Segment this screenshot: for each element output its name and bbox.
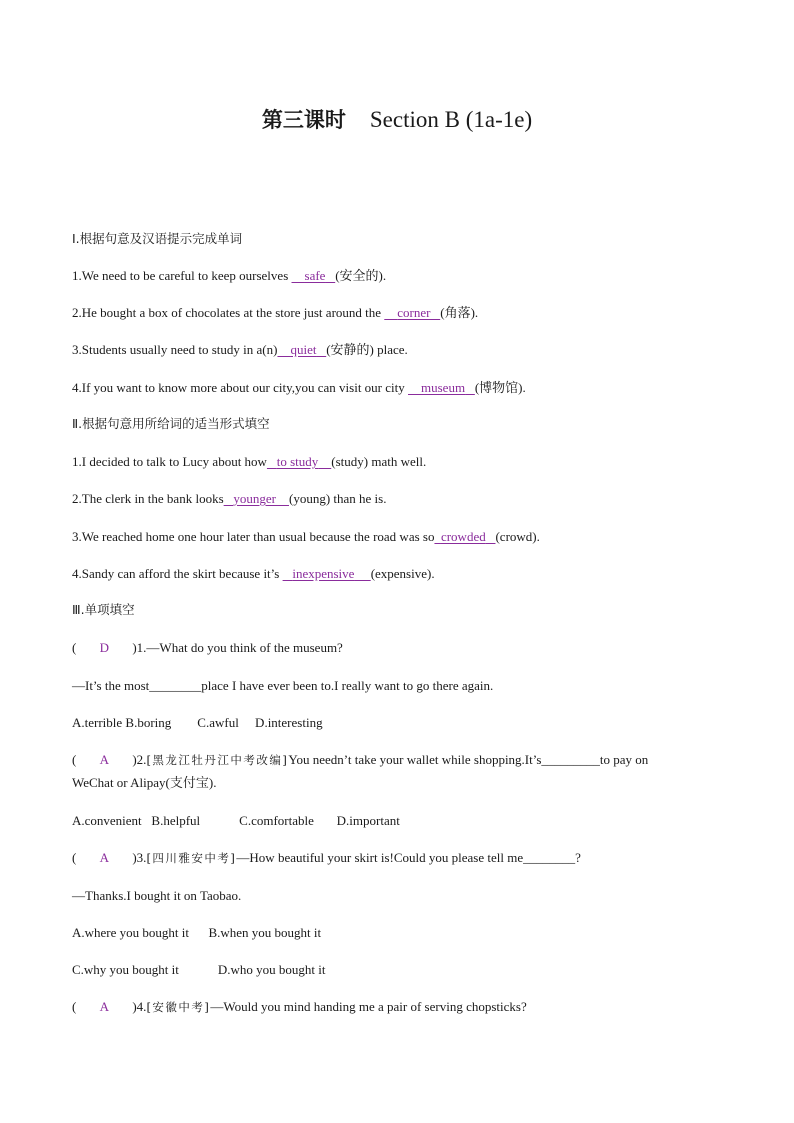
part2-item-2: 2.The clerk in the bank looks younger (young) than he is. — [72, 491, 387, 506]
answer-blank: inexpensive — [292, 566, 355, 581]
q3-line2: —Thanks.I bought it on Taobao. — [72, 888, 242, 903]
q2-stem: ( A )2.[黑龙江牡丹江中考改编]You needn’t take your wallet while shopping.It’s_________to pay on — [72, 752, 649, 767]
q1-line2: —It’s the most________place I have ever been to.I really want to go there again. — [72, 678, 494, 693]
part1-heading: Ⅰ.根据句意及汉语提示完成单词 — [72, 231, 243, 246]
part2-item-3: 3.We reached home one hour later than usual because the road was so crowded (crowd). — [72, 529, 540, 544]
title-en: Section B (1a-1e) — [369, 107, 533, 132]
title-cn: 第三课时 — [261, 108, 346, 132]
q3-answer: A — [99, 850, 110, 865]
page-title — [0, 104, 794, 134]
part2-item-1: 1.I decided to talk to Lucy about how to study (study) math well. — [72, 454, 427, 469]
answer-blank: crowded — [440, 529, 486, 544]
answer-blank: museum — [421, 380, 466, 395]
q4-stem: ( A )4.[安徽中考]—Would you mind handing me a pair of serving chopsticks? — [72, 999, 527, 1014]
q2-answer: A — [99, 752, 110, 767]
part2-item-4: 4.Sandy can afford the skirt because it’s inexpensive (expensive). — [72, 566, 435, 581]
part1-item-1: 1.We need to be careful to keep ourselves safe (安全的). — [72, 268, 387, 283]
part1-item-4: 4.If you want to know more about our city,you can visit our city museum (博物馆). — [72, 380, 526, 395]
q2-options: A.convenient B.helpful C.comfortable D.important — [72, 813, 400, 828]
q3-options-1: A.where you bought it B.when you bought it — [72, 925, 322, 940]
q2-source-tag: [黑龙江牡丹江中考改编] — [146, 753, 289, 767]
q4-answer: A — [99, 999, 110, 1014]
q3-options-2: C.why you bought it D.who you bought it — [72, 962, 326, 977]
answer-blank: corner — [397, 305, 431, 320]
q1-stem: ( D )1.—What do you think of the museum? — [72, 640, 343, 655]
q1-answer: D — [99, 640, 110, 655]
answer-blank: younger — [233, 491, 276, 506]
answer-blank: to study — [276, 454, 319, 469]
q3-stem: ( A )3.[四川雅安中考]—How beautiful your skirt is!Could you please tell me________? — [72, 850, 581, 865]
part1-item-2: 2.He bought a box of chocolates at the store just around the corner (角落). — [72, 305, 479, 320]
part2-heading: Ⅱ.根据句意用所给词的适当形式填空 — [72, 416, 270, 431]
q1-options: A.terrible B.boring C.awful D.interesting — [72, 715, 323, 730]
q2-line2: WeChat or Alipay(支付宝). — [72, 775, 217, 790]
part3-heading: Ⅲ.单项填空 — [72, 602, 135, 617]
part1-item-3: 3.Students usually need to study in a(n) quiet (安静的) place. — [72, 342, 408, 357]
answer-blank: quiet — [290, 342, 317, 357]
q4-source-tag: [安徽中考] — [146, 1000, 211, 1014]
q3-source-tag: [四川雅安中考] — [146, 851, 237, 865]
answer-blank: safe — [304, 268, 326, 283]
